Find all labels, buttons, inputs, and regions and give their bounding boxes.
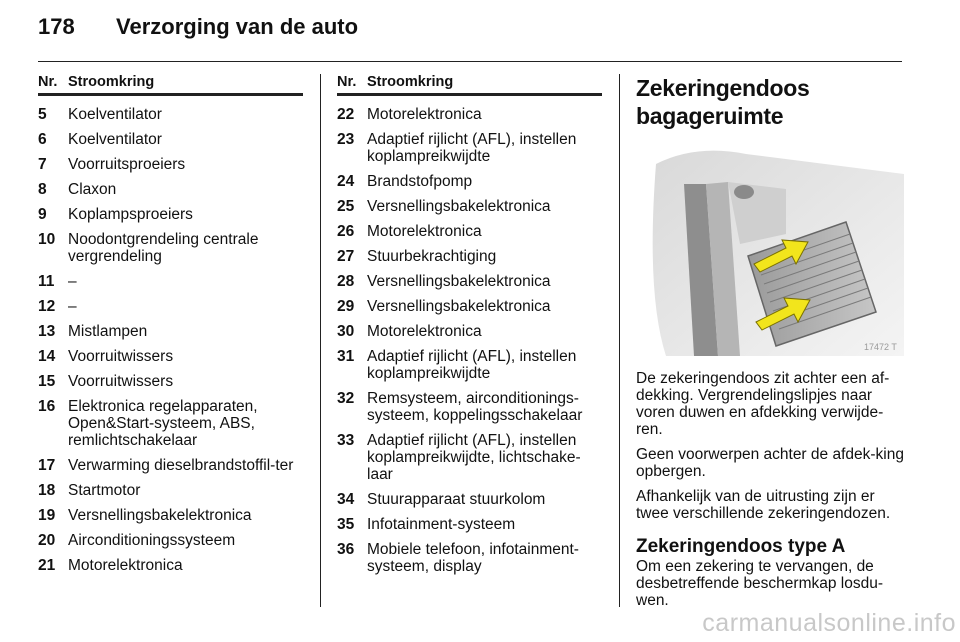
table-row (38, 482, 303, 499)
image-code: 17472 T (864, 342, 897, 352)
fuse-number: 16 (38, 398, 56, 415)
table-row (38, 398, 303, 449)
table-row (337, 390, 602, 424)
table-row (337, 273, 602, 290)
column-divider (320, 74, 321, 607)
fuse-number: 6 (38, 131, 47, 148)
table-row (38, 181, 303, 198)
table-row (38, 273, 303, 290)
circuit-name: Noodontgrendeling centrale vergrendeling (68, 231, 259, 265)
circuit-name: Koplampsproeiers (68, 206, 193, 223)
fuse-number: 36 (337, 541, 355, 558)
table-row (38, 206, 303, 223)
circuit-name: Infotainment-systeem (367, 516, 516, 533)
table-row (337, 131, 602, 165)
fuse-number: 23 (337, 131, 355, 148)
circuit-name: Motorelektronica (367, 323, 482, 340)
paragraph: De zekeringendoos zit achter een af-dekking. Vergrendelingslipjes naar voren duwen en afdekking verwijde-ren. (636, 370, 890, 438)
circuit-name: Adaptief rijlicht (AFL), instellen koplampreikwijdte (367, 348, 577, 382)
table-row (337, 223, 602, 240)
fuse-number: 14 (38, 348, 56, 365)
paragraph: Afhankelijk van de uitrusting zijn er twee verschillende zekeringendozen. (636, 488, 891, 522)
fuse-number: 7 (38, 156, 47, 173)
circuit-name: Stuurbekrachtiging (367, 248, 497, 265)
table-row (38, 106, 303, 123)
fuse-number: 9 (38, 206, 47, 223)
circuit-name: Motorelektronica (367, 223, 482, 240)
circuit-name: Adaptief rijlicht (AFL), instellen koplampreikwijdte (367, 131, 577, 165)
circuit-name: Versnellingsbakelektronica (68, 507, 252, 524)
circuit-name: Brandstofpomp (367, 173, 473, 190)
fuse-number: 20 (38, 532, 56, 549)
fuse-number: 33 (337, 432, 355, 449)
fuse-number: 24 (337, 173, 355, 190)
table-row (38, 532, 303, 549)
circuit-name: Motorelektronica (367, 106, 482, 123)
fuse-number: 10 (38, 231, 56, 248)
table-row (337, 491, 602, 508)
table-rows (337, 106, 602, 575)
fusebox-section (636, 74, 906, 609)
fusebox-photo (636, 144, 904, 356)
circuit-name: Versnellingsbakelektronica (367, 273, 551, 290)
table-row (337, 323, 602, 340)
fuse-table-left (38, 74, 303, 574)
fuse-number: 8 (38, 181, 47, 198)
table-row (38, 507, 303, 524)
table-row (337, 348, 602, 382)
fuse-number: 31 (337, 348, 355, 365)
table-row (337, 106, 602, 123)
fuse-number: 12 (38, 298, 56, 315)
table-header (38, 74, 303, 96)
circuit-name: Koelventilator (68, 106, 162, 123)
fuse-number: 22 (337, 106, 355, 123)
table-row (38, 457, 303, 474)
fuse-number: 29 (337, 298, 355, 315)
nr-header: Nr. (337, 74, 357, 90)
fuse-number: 21 (38, 557, 56, 574)
table-row (38, 156, 303, 173)
table-row (337, 198, 602, 215)
circuit-name: Remsysteem, airconditionings-systeem, koppelingsschakelaar (367, 390, 583, 424)
circuit-name: Verwarming dieselbrandstoffil-ter (68, 457, 294, 474)
circuit-name: Voorruitsproeiers (68, 156, 186, 173)
fuse-number: 32 (337, 390, 355, 407)
page-title: Verzorging van de auto (116, 14, 359, 39)
table-row (337, 516, 602, 533)
table-row (38, 131, 303, 148)
fuse-number: 35 (337, 516, 355, 533)
circuit-name: Mobiele telefoon, infotainment-systeem, display (367, 541, 579, 575)
table-rows (38, 106, 303, 574)
table-row (38, 557, 303, 574)
subsection-title: Zekeringendoos type A (636, 536, 846, 557)
fuse-number: 30 (337, 323, 355, 340)
watermark[interactable]: carmanualsonline.info (702, 609, 956, 637)
circuit-header: Stroomkring (68, 74, 155, 90)
fuse-number: 17 (38, 457, 56, 474)
table-row (38, 348, 303, 365)
circuit-name: Stuurapparaat stuurkolom (367, 491, 546, 508)
table-header (337, 74, 602, 96)
circuit-name: Adaptief rijlicht (AFL), instellen koplampreikwijdte, lichtschake-laar (367, 432, 581, 483)
fuse-number: 34 (337, 491, 355, 508)
table-row (337, 173, 602, 190)
table-row (38, 231, 303, 265)
fuse-number: 18 (38, 482, 56, 499)
page-header (38, 14, 358, 40)
paragraph: Om een zekering te vervangen, de desbetreffende beschermkap losdu-wen. (636, 558, 884, 609)
fuse-number: 26 (337, 223, 355, 240)
circuit-name: Airconditioningssysteem (68, 532, 236, 549)
table-row (337, 541, 602, 575)
circuit-name: Mistlampen (68, 323, 148, 340)
fuse-table-right (337, 74, 602, 575)
fuse-number: 19 (38, 507, 56, 524)
circuit-name: Versnellingsbakelektronica (367, 198, 551, 215)
circuit-name: Claxon (68, 181, 117, 198)
section-title: Zekeringendoos bagageruimte (636, 75, 810, 129)
circuit-name: Koelventilator (68, 131, 162, 148)
page-number: 178 (38, 14, 75, 39)
circuit-name: – (68, 298, 77, 315)
fuse-number: 25 (337, 198, 355, 215)
header-rule (38, 61, 902, 62)
fuse-number: 27 (337, 248, 355, 265)
table-row (337, 298, 602, 315)
fuse-number: 5 (38, 106, 47, 123)
table-row (38, 323, 303, 340)
table-row (337, 248, 602, 265)
column-divider (619, 74, 620, 607)
circuit-name: – (68, 273, 77, 290)
circuit-name: Startmotor (68, 482, 141, 499)
fuse-number: 11 (38, 273, 55, 290)
table-row (337, 432, 602, 483)
table-row (38, 373, 303, 390)
fuse-number: 28 (337, 273, 355, 290)
fuse-number: 15 (38, 373, 56, 390)
circuit-name: Elektronica regelapparaten, Open&Start-systeem, ABS, remlichtschakelaar (68, 398, 258, 449)
circuit-name: Motorelektronica (68, 557, 183, 574)
table-row (38, 298, 303, 315)
nr-header: Nr. (38, 74, 58, 90)
circuit-header: Stroomkring (367, 74, 454, 90)
circuit-name: Voorruitwissers (68, 373, 174, 390)
circuit-name: Versnellingsbakelektronica (367, 298, 551, 315)
fuse-number: 13 (38, 323, 56, 340)
circuit-name: Voorruitwissers (68, 348, 174, 365)
paragraph: Geen voorwerpen achter de afdek-king opbergen. (636, 446, 904, 480)
